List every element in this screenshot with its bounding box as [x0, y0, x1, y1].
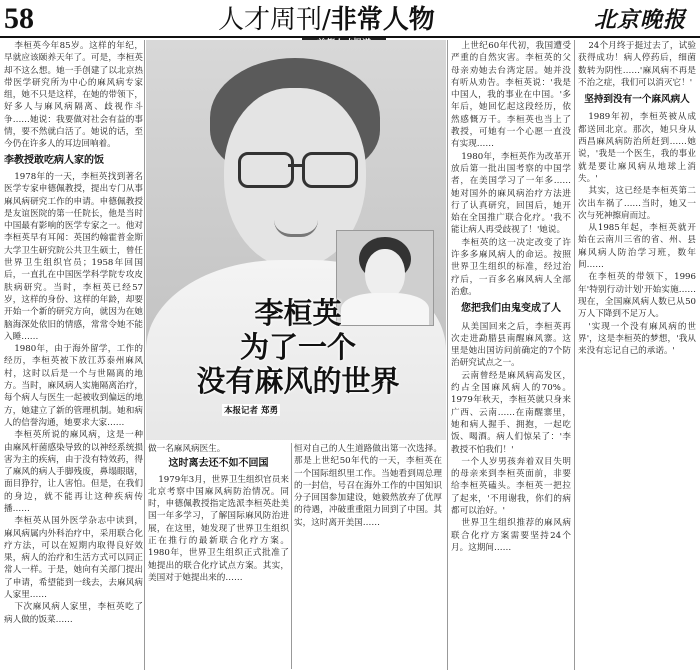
subhead-1: 李教授敢吃病人家的饭 [4, 154, 104, 166]
paragraph: 24个月终于挺过去了，试验获得成功！病人停药后，细菌数转为阴性……'麻风病不再是不治之症，我们可以消灭它！' [578, 41, 696, 88]
glasses-bridge [288, 164, 302, 167]
column-1 [4, 40, 143, 668]
column-divider [144, 40, 145, 670]
paragraph: 1989年初，李桓英被从成都送回北京。那次，她只身从西昌麻风病防治所赶到……她说，'我是一个医生，我的事业就是要让麻风病从地球上消失。' [578, 112, 696, 184]
section-title-main: 人才周刊/ [218, 5, 331, 35]
paragraph: 下次麻风病人家里，李桓英吃了病人做的饭菜…… [4, 602, 143, 625]
intro-paragraph: 李桓英今年85岁。这样的年纪，早就应该颐养天年了。可是，李桓英却不这么想。她一手创建了以北京热带医学研究所为中心的麻风病专家组，她不只是这样，在她的带领下，好多人与麻风病隔离、歧视作斗争……她说：我要做对社会有益的事情，要不然就白活了。她说的话，至今仍在许多人的耳边回响着。 [4, 41, 143, 150]
column-4 [451, 40, 571, 668]
column-divider [447, 40, 448, 670]
subhead-3: 您把我们由鬼变成了人 [461, 303, 561, 315]
paragraph: 1980年，由于海外留学，工作的经历，李桓英被下放江苏泰州麻风村，这时以后是一个与世隔离的地方。当时，麻风病人实施隔离治疗，每个病人与医生一起被收到偏远的地方，她建立了新的管理机制。她和病人的信誉沟通，她要求大家…… [4, 344, 143, 428]
byline: 本报记者 郑勇 [224, 406, 278, 416]
paragraph: 1978年的一天，李桓英找到著名医学专家申德佩教授，提出专门从事麻风病研究工作的申请。申德佩教授是友谊医院的第一任院长，他是当时中国最有影响的医学专家之一。他对李桓英早有耳闻：英国约翰霍普金斯大学卫生研究院公共卫生硕士，曾任世界卫生组织官员；1958年回国后，一直扎在中国医学科学院专攻皮肤病研究。当时，李桓英已经57岁，这样的身份、这样的年龄，却要开始一个新的研究方向，就因为在她脑海深处依旧的情感，常常令她不能入睡…… [4, 171, 143, 342]
paragraph: '实现一个没有麻风病的世界'，这是李桓英的梦想，'我从来没有忘记自己的承诺。' [578, 321, 696, 357]
paragraph: 恒对自己的人生道路做出第一次选择。那是上世纪50年代的一天，李桓英在一个国际组织里工作。当她看到周总理的一封信，号召在海外工作的中国知识分子回国参加建设，她毅然放弃了优厚的待遇，冲破重重阻力回到了中国。其实，这时离开美国…… [294, 444, 442, 528]
newspaper-logo: 北京晚报 [594, 7, 687, 33]
paragraph: 1980年，李桓英作为改革开放后第一批出国考察的中国学者，在美国学习了一年多……她对国外的麻风病治疗方法进行了认真研究，回国后，她开始在全国推广联合化疗。'我不能让病人再受歧视了！'她说。 [451, 151, 571, 236]
glasses-icon [238, 152, 294, 188]
column-divider [291, 443, 292, 669]
column-2 [148, 443, 289, 669]
paragraph: 李桓英的这一决定改变了许许多多麻风病人的命运。按照世界卫生组织的标准，经过治疗后，一百多名麻风病人全部治愈。 [451, 237, 571, 297]
section-title [218, 4, 435, 36]
headline-line-2: 为了一个 [239, 330, 356, 364]
paragraph: 其实，这已经是李桓英第二次出车祸了……当时，她又一次与死神擦肩而过。 [578, 186, 696, 221]
headline-line-1: 李桓英 [254, 296, 342, 330]
paragraph: 李桓英从国外医学杂志中读到，麻风病属内外科治疗中，采用联合化疗方法，可以在短期内取得良好效果，病人的治疗和生活方式可以同正常人一样。于是，她向有关部门提出了申请，希望能到一线去，去麻风病人家里…… [4, 516, 143, 601]
subhead-2: 这时离去还不如不回国 [168, 458, 269, 470]
page-number: 58 [4, 2, 34, 35]
paragraph: 在李桓英的带领下，1996年'特别行动计划'开始实施……现在，全国麻风病人数已从50万人下降到不足万人。 [578, 272, 696, 320]
headline-line-3: 没有麻风的世界 [196, 364, 400, 398]
paragraph: 一个人岁男孩奔着双目失明的母亲来到李桓英面前，非要给李桓英磕头。李桓英一把拉了起来，'不用谢我，你们的病都可以治好。' [451, 456, 571, 516]
paragraph: 1979年3月，世界卫生组织官员来北京考察中国麻风病防治情况。同时，申德佩教授指定选派李桓英赴美国一年多学习，了解国际麻风防治进展，在这里，她发现了世界卫生组织正在推行的最新联合化疗方案。1980年，世界卫生组织正式批准了她提出的联合化疗试点方案。其实，美国对于她提出来的…… [148, 474, 289, 583]
column-divider [574, 40, 575, 670]
column-3 [294, 443, 442, 669]
section-title-highlight: 非常人物 [330, 5, 435, 35]
headline [150, 296, 446, 398]
paragraph: 从美国回来之后，李桓英再次走进勐腊县南醒麻风寨。这里是她出国访问前确定的7个防治研究试点之一。 [451, 321, 571, 369]
column-5 [578, 40, 696, 668]
paragraph: 上世纪60年代初，我国遭受严重的自然灾害。李桓英的父母亲劝她去台湾定居。她并没有听从劝告。李桓英说：'我是中国人，我的事业在中国。'多年后，她回忆起这段经历，依然感慨万千。李桓英也当上了教授，可她有一个心愿一直没有实现…… [451, 41, 571, 150]
paragraph: 云南曾经是麻风病高发区，约占全国麻风病人的70%。1979年秋天，李桓英就只身来广西、云南……在南醒寨里，她和病人握手、拥抱，一起吃饭、喝酒。病人们惊呆了：'李教授不怕我们！' [451, 370, 571, 455]
inset-face [365, 249, 405, 299]
paragraph: 世界卫生组织推荐的麻风病联合化疗方案需要坚持24个月。这期间…… [451, 518, 571, 553]
paragraph: 从1985年起，李桓英就开始在云南川三省的省、州、县麻风病人防治学习班，数年间…… [578, 223, 696, 271]
glasses-lens-icon [302, 152, 358, 188]
subhead-4: 坚持到没有一个麻风病人 [584, 94, 690, 106]
paragraph: 李桓英所说的麻风病，这是一种由麻风杆菌感染导致的以神经系统损害为主的疾病，由于没有特效药，得了麻风的病人手脚残废，鼻塌眼瞎，面目狰狞，让人害怕。但是，在我们的身边，就不能再让这种疾病传播…… [4, 430, 143, 514]
photo-caption: 做一名麻风病医生。 [148, 444, 226, 454]
